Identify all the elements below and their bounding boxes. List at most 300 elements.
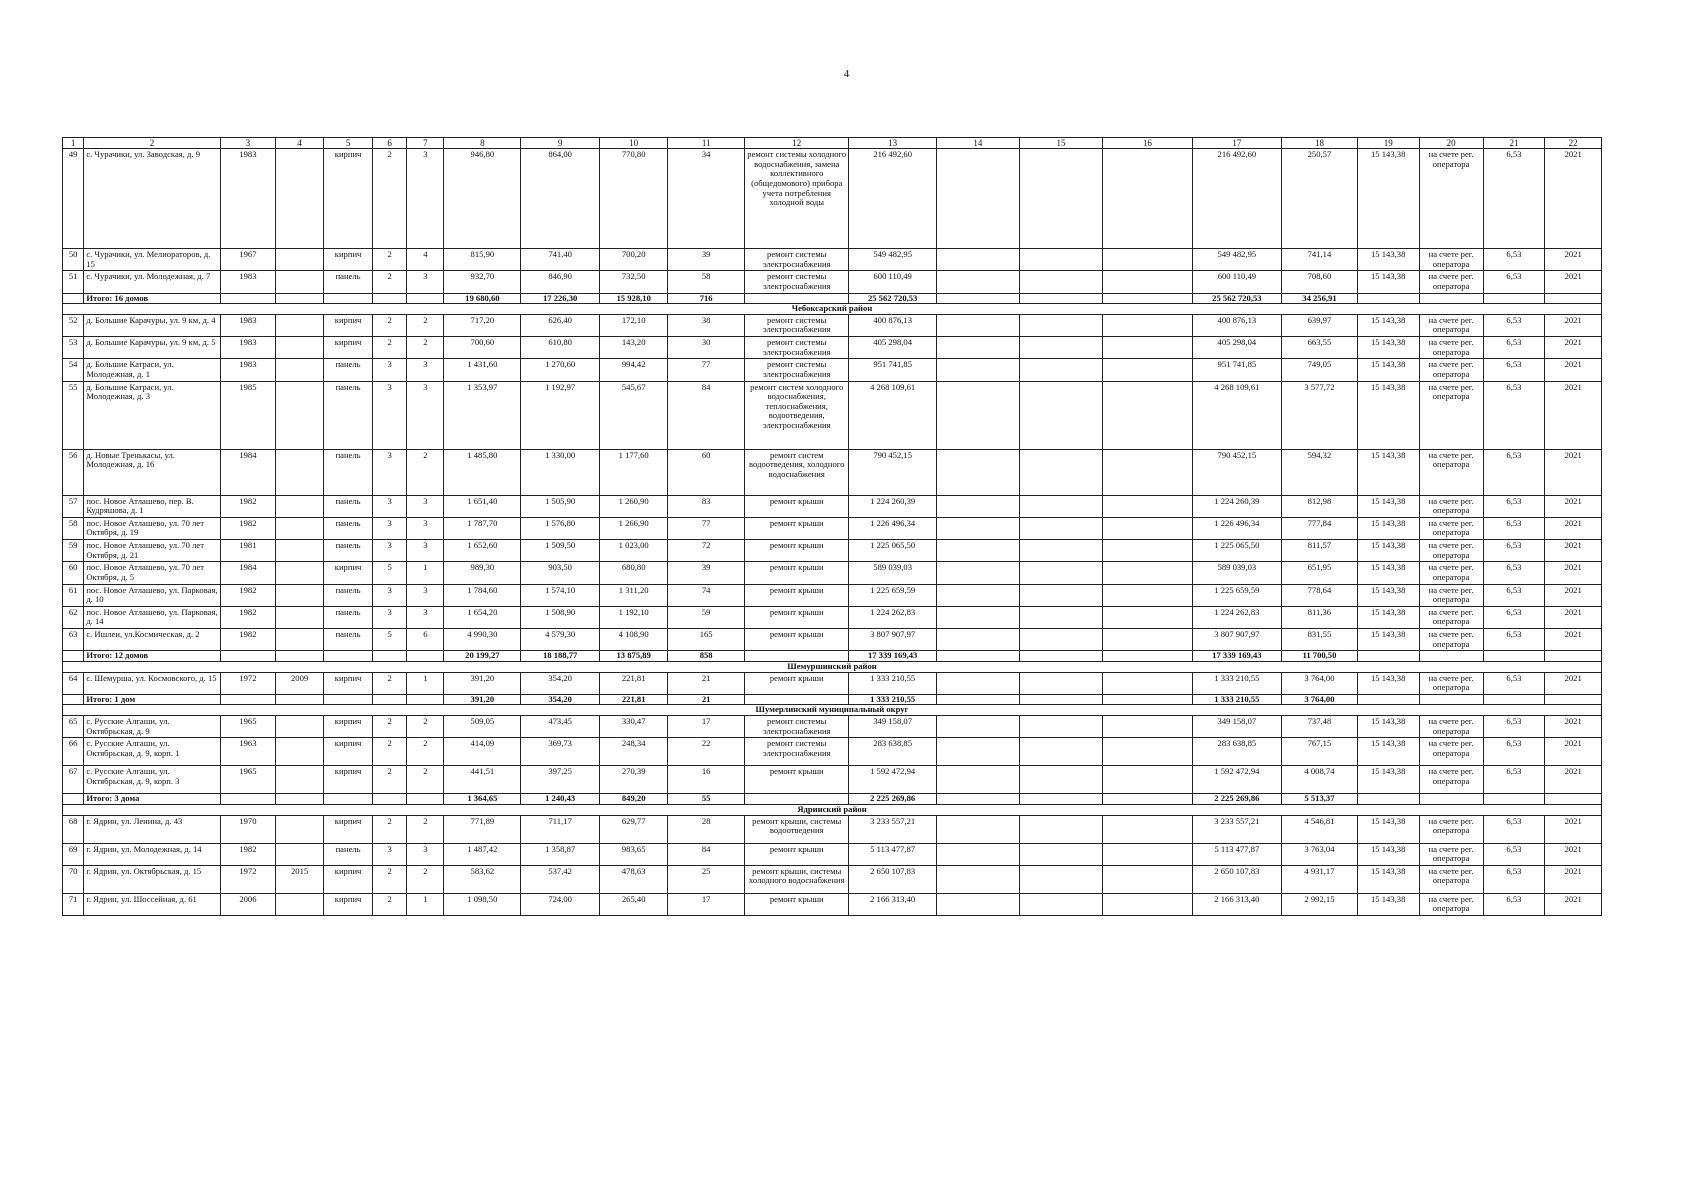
year-built: 1983	[220, 149, 275, 249]
regional-funds	[1019, 584, 1102, 606]
repair-work-type: ремонт крыши, системы водоотведения	[745, 815, 849, 843]
residential-area: 732,50	[600, 271, 668, 293]
minimum-contribution: 6,53	[1483, 449, 1545, 495]
unit-cost: 767,15	[1282, 738, 1358, 766]
owners-funds: 1 592 472,94	[1192, 766, 1282, 794]
unit-cost: 663,55	[1282, 337, 1358, 359]
repair-work-type: ремонт системы электроснабжения	[745, 249, 849, 271]
unit-cost: 812,98	[1282, 495, 1358, 517]
regional-funds	[1019, 359, 1102, 381]
wall-material: кирпич	[324, 865, 373, 893]
row-number: 59	[63, 540, 84, 562]
column-number-14: 14	[936, 138, 1019, 149]
owners-funds: 1 225 065,50	[1192, 540, 1282, 562]
regional-funds	[1019, 716, 1102, 738]
house-row	[63, 314, 1602, 336]
residential-area: 700,20	[600, 249, 668, 271]
house-row	[63, 766, 1602, 794]
row-number: 65	[63, 716, 84, 738]
house-row	[63, 843, 1602, 865]
federal-funds	[936, 271, 1019, 293]
premises-area: 1 505,90	[521, 495, 600, 517]
minimum-contribution: 6,53	[1483, 517, 1545, 539]
fund-formation-method: на счете рег. оператора	[1419, 584, 1483, 606]
column-number-19: 19	[1357, 138, 1419, 149]
house-address: с. Русские Алгаши, ул. Октябрьская, д. 9, корп. 1	[84, 738, 220, 766]
year-built: 1982	[220, 629, 275, 651]
federal-funds	[936, 865, 1019, 893]
unit-cost-limit: 15 143,38	[1357, 562, 1419, 584]
wall-material: панель	[324, 271, 373, 293]
column-number-8: 8	[444, 138, 521, 149]
residential-area: 994,42	[600, 359, 668, 381]
subtotal-unit-cost: 3 764,00	[1282, 694, 1358, 705]
unit-cost-limit: 15 143,38	[1357, 716, 1419, 738]
fund-formation-method: на счете рег. оператора	[1419, 359, 1483, 381]
total-area: 700,60	[444, 337, 521, 359]
fund-formation-method: на счете рег. оператора	[1419, 314, 1483, 336]
minimum-contribution: 6,53	[1483, 893, 1545, 915]
premises-area: 846,90	[521, 271, 600, 293]
wall-material: панель	[324, 359, 373, 381]
subtotal-empty-cell	[1545, 694, 1602, 705]
house-row	[63, 629, 1602, 651]
owners-funds: 589 039,03	[1192, 562, 1282, 584]
year-last-repair	[276, 517, 324, 539]
subtotal-premises-area: 18 188,77	[521, 651, 600, 662]
fund-formation-method: на счете рег. оператора	[1419, 449, 1483, 495]
unit-cost: 594,32	[1282, 449, 1358, 495]
wall-material: кирпич	[324, 249, 373, 271]
column-number-7: 7	[407, 138, 444, 149]
unit-cost: 749,05	[1282, 359, 1358, 381]
repair-cost-total: 349 158,07	[849, 716, 936, 738]
house-address: с. Ишлеи, ул.Космическая, д. 2	[84, 629, 220, 651]
subtotal-residents: 55	[668, 794, 745, 805]
repair-cost-total: 2 650 107,83	[849, 865, 936, 893]
repair-cost-total: 951 741,85	[849, 359, 936, 381]
local-funds	[1103, 865, 1193, 893]
house-address: пос. Новое Атлашево, ул. 70 лет Октября, д. 19	[84, 517, 220, 539]
year-last-repair	[276, 540, 324, 562]
unit-cost: 4 931,17	[1282, 865, 1358, 893]
fund-formation-method: на счете рег. оператора	[1419, 716, 1483, 738]
year-built: 1972	[220, 865, 275, 893]
year-last-repair	[276, 149, 324, 249]
year-built: 1981	[220, 540, 275, 562]
wall-material: кирпич	[324, 738, 373, 766]
subtotal-owners-funds: 25 562 720,53	[1192, 293, 1282, 304]
floors-count: 2	[373, 672, 407, 694]
regional-funds	[1019, 815, 1102, 843]
house-row	[63, 540, 1602, 562]
subtotal-empty-cell	[276, 293, 324, 304]
wall-material: панель	[324, 843, 373, 865]
fund-formation-method: на счете рег. оператора	[1419, 606, 1483, 628]
row-number: 53	[63, 337, 84, 359]
house-row	[63, 584, 1602, 606]
subtotal-cost-total: 25 562 720,53	[849, 293, 936, 304]
house-row	[63, 716, 1602, 738]
year-built: 2006	[220, 893, 275, 915]
repair-cost-total: 216 492,60	[849, 149, 936, 249]
wall-material: кирпич	[324, 766, 373, 794]
planned-year: 2021	[1545, 449, 1602, 495]
year-last-repair	[276, 271, 324, 293]
entrances-count: 3	[407, 606, 444, 628]
year-built: 1965	[220, 766, 275, 794]
unit-cost-limit: 15 143,38	[1357, 606, 1419, 628]
house-address: д. Большие Катраси, ул. Молодежная, д. 3	[84, 381, 220, 449]
subtotal-number-cell	[63, 694, 84, 705]
residents-count: 60	[668, 449, 745, 495]
subtotal-empty-cell	[373, 293, 407, 304]
planned-year: 2021	[1545, 766, 1602, 794]
column-number-12: 12	[745, 138, 849, 149]
repair-work-type: ремонт крыши	[745, 766, 849, 794]
year-built: 1983	[220, 314, 275, 336]
unit-cost: 3 764,00	[1282, 672, 1358, 694]
planned-year: 2021	[1545, 149, 1602, 249]
total-area: 815,90	[444, 249, 521, 271]
house-address: с. Чурачики, ул. Мелиораторов, д. 15	[84, 249, 220, 271]
residents-count: 17	[668, 716, 745, 738]
subtotal-empty-cell	[936, 651, 1019, 662]
subtotal-row	[63, 651, 1602, 662]
minimum-contribution: 6,53	[1483, 495, 1545, 517]
regional-funds	[1019, 337, 1102, 359]
residential-area: 248,34	[600, 738, 668, 766]
federal-funds	[936, 629, 1019, 651]
regional-funds	[1019, 893, 1102, 915]
premises-area: 397,25	[521, 766, 600, 794]
floors-count: 2	[373, 716, 407, 738]
house-address: пос. Новое Атлашево, ул. Парковая, д. 14	[84, 606, 220, 628]
planned-year: 2021	[1545, 517, 1602, 539]
subtotal-empty-cell	[220, 651, 275, 662]
repair-cost-total: 1 225 065,50	[849, 540, 936, 562]
fund-formation-method: на счете рег. оператора	[1419, 271, 1483, 293]
wall-material: кирпич	[324, 716, 373, 738]
regional-funds	[1019, 381, 1102, 449]
subtotal-total-area: 20 199,27	[444, 651, 521, 662]
fund-formation-method: на счете рег. оператора	[1419, 149, 1483, 249]
minimum-contribution: 6,53	[1483, 540, 1545, 562]
district-name: Чебоксарский район	[63, 304, 1602, 315]
federal-funds	[936, 893, 1019, 915]
year-built: 1984	[220, 449, 275, 495]
year-last-repair	[276, 314, 324, 336]
minimum-contribution: 6,53	[1483, 562, 1545, 584]
total-area: 1 431,60	[444, 359, 521, 381]
residents-count: 77	[668, 517, 745, 539]
minimum-contribution: 6,53	[1483, 865, 1545, 893]
local-funds	[1103, 540, 1193, 562]
row-number: 60	[63, 562, 84, 584]
subtotal-empty-cell	[220, 794, 275, 805]
minimum-contribution: 6,53	[1483, 738, 1545, 766]
subtotal-owners-funds: 17 339 169,43	[1192, 651, 1282, 662]
subtotal-unit-cost: 11 700,50	[1282, 651, 1358, 662]
repair-cost-total: 1 226 496,34	[849, 517, 936, 539]
residential-area: 172,10	[600, 314, 668, 336]
fund-formation-method: на счете рег. оператора	[1419, 337, 1483, 359]
premises-area: 711,17	[521, 815, 600, 843]
repair-cost-total: 790 452,15	[849, 449, 936, 495]
federal-funds	[936, 766, 1019, 794]
regional-funds	[1019, 517, 1102, 539]
floors-count: 3	[373, 495, 407, 517]
premises-area: 4 579,30	[521, 629, 600, 651]
regional-funds	[1019, 672, 1102, 694]
fund-formation-method: на счете рег. оператора	[1419, 738, 1483, 766]
owners-funds: 400 876,13	[1192, 314, 1282, 336]
wall-material: кирпич	[324, 672, 373, 694]
subtotal-empty-cell	[276, 794, 324, 805]
minimum-contribution: 6,53	[1483, 381, 1545, 449]
entrances-count: 3	[407, 359, 444, 381]
column-number-21: 21	[1483, 138, 1545, 149]
floors-count: 2	[373, 337, 407, 359]
year-last-repair	[276, 738, 324, 766]
total-area: 583,62	[444, 865, 521, 893]
repair-work-type: ремонт крыши	[745, 843, 849, 865]
local-funds	[1103, 629, 1193, 651]
house-address: г. Ядрин, ул. Октябрьская, д. 15	[84, 865, 220, 893]
regional-funds	[1019, 540, 1102, 562]
premises-area: 903,50	[521, 562, 600, 584]
residential-area: 270,39	[600, 766, 668, 794]
subtotal-empty-cell	[220, 694, 275, 705]
fund-formation-method: на счете рег. оператора	[1419, 381, 1483, 449]
unit-cost: 4 008,74	[1282, 766, 1358, 794]
subtotal-empty-cell	[1483, 794, 1545, 805]
year-last-repair	[276, 449, 324, 495]
repair-cost-total: 1 224 262,83	[849, 606, 936, 628]
row-number: 55	[63, 381, 84, 449]
unit-cost: 831,55	[1282, 629, 1358, 651]
owners-funds: 283 638,85	[1192, 738, 1282, 766]
minimum-contribution: 6,53	[1483, 815, 1545, 843]
year-built: 1982	[220, 517, 275, 539]
total-area: 946,80	[444, 149, 521, 249]
premises-area: 537,42	[521, 865, 600, 893]
subtotal-unit-cost: 5 513,37	[1282, 794, 1358, 805]
residential-area: 983,65	[600, 843, 668, 865]
owners-funds: 2 650 107,83	[1192, 865, 1282, 893]
local-funds	[1103, 337, 1193, 359]
subtotal-empty-cell	[407, 293, 444, 304]
minimum-contribution: 6,53	[1483, 766, 1545, 794]
entrances-count: 1	[407, 562, 444, 584]
repair-work-type: ремонт систем холодного водоснабжения, теплоснабжения, водоотведения, электроснабжения	[745, 381, 849, 449]
subtotal-empty-cell	[936, 794, 1019, 805]
column-number-18: 18	[1282, 138, 1358, 149]
subtotal-empty-cell	[1483, 694, 1545, 705]
subtotal-empty-cell	[373, 694, 407, 705]
total-area: 1 485,80	[444, 449, 521, 495]
residents-count: 83	[668, 495, 745, 517]
wall-material: кирпич	[324, 815, 373, 843]
premises-area: 1 330,00	[521, 449, 600, 495]
minimum-contribution: 6,53	[1483, 584, 1545, 606]
year-built: 1983	[220, 337, 275, 359]
local-funds	[1103, 815, 1193, 843]
residential-area: 1 260,90	[600, 495, 668, 517]
residents-count: 34	[668, 149, 745, 249]
federal-funds	[936, 517, 1019, 539]
local-funds	[1103, 843, 1193, 865]
year-last-repair	[276, 766, 324, 794]
subtotal-label: Итого: 1 дом	[84, 694, 220, 705]
subtotal-empty-cell	[936, 694, 1019, 705]
entrances-count: 3	[407, 843, 444, 865]
repair-work-type: ремонт системы электроснабжения	[745, 271, 849, 293]
repair-work-type: ремонт крыши	[745, 562, 849, 584]
wall-material: кирпич	[324, 149, 373, 249]
subtotal-owners-funds: 1 333 210,55	[1192, 694, 1282, 705]
district-name: Ядринский район	[63, 804, 1602, 815]
subtotal-empty-cell	[324, 694, 373, 705]
planned-year: 2021	[1545, 843, 1602, 865]
local-funds	[1103, 893, 1193, 915]
federal-funds	[936, 606, 1019, 628]
house-row	[63, 359, 1602, 381]
planned-year: 2021	[1545, 562, 1602, 584]
entrances-count: 2	[407, 716, 444, 738]
premises-area: 1 574,10	[521, 584, 600, 606]
fund-formation-method: на счете рег. оператора	[1419, 540, 1483, 562]
column-number-header-row	[63, 138, 1602, 149]
floors-count: 3	[373, 449, 407, 495]
federal-funds	[936, 149, 1019, 249]
residents-count: 58	[668, 271, 745, 293]
repair-work-type: ремонт крыши	[745, 540, 849, 562]
regional-funds	[1019, 766, 1102, 794]
house-row	[63, 381, 1602, 449]
regional-funds	[1019, 865, 1102, 893]
unit-cost-limit: 15 143,38	[1357, 629, 1419, 651]
unit-cost-limit: 15 143,38	[1357, 893, 1419, 915]
wall-material: панель	[324, 584, 373, 606]
subtotal-empty-cell	[1357, 794, 1419, 805]
total-area: 771,89	[444, 815, 521, 843]
column-number-15: 15	[1019, 138, 1102, 149]
repair-work-type: ремонт крыши	[745, 495, 849, 517]
column-number-3: 3	[220, 138, 275, 149]
fund-formation-method: на счете рег. оператора	[1419, 893, 1483, 915]
subtotal-empty-cell	[745, 794, 849, 805]
year-built: 1983	[220, 359, 275, 381]
total-area: 989,30	[444, 562, 521, 584]
column-number-20: 20	[1419, 138, 1483, 149]
column-number-9: 9	[521, 138, 600, 149]
entrances-count: 4	[407, 249, 444, 271]
house-address: г. Ядрин, ул. Молодежная, д. 14	[84, 843, 220, 865]
house-row	[63, 337, 1602, 359]
residents-count: 22	[668, 738, 745, 766]
subtotal-label: Итого: 3 дома	[84, 794, 220, 805]
subtotal-residents: 21	[668, 694, 745, 705]
repair-work-type: ремонт системы электроснабжения	[745, 337, 849, 359]
fund-formation-method: на счете рег. оператора	[1419, 495, 1483, 517]
year-built: 1982	[220, 606, 275, 628]
subtotal-empty-cell	[936, 293, 1019, 304]
residents-count: 84	[668, 381, 745, 449]
floors-count: 2	[373, 271, 407, 293]
house-address: г. Ядрин, ул. Ленина, д. 43	[84, 815, 220, 843]
local-funds	[1103, 495, 1193, 517]
unit-cost: 2 992,15	[1282, 893, 1358, 915]
repair-cost-total: 3 233 557,21	[849, 815, 936, 843]
wall-material: панель	[324, 517, 373, 539]
unit-cost-limit: 15 143,38	[1357, 449, 1419, 495]
floors-count: 2	[373, 766, 407, 794]
subtotal-row	[63, 694, 1602, 705]
wall-material: панель	[324, 540, 373, 562]
subtotal-premises-area: 17 226,30	[521, 293, 600, 304]
subtotal-empty-cell	[1419, 651, 1483, 662]
regional-funds	[1019, 249, 1102, 271]
federal-funds	[936, 562, 1019, 584]
regional-funds	[1019, 495, 1102, 517]
entrances-count: 2	[407, 449, 444, 495]
total-area: 717,20	[444, 314, 521, 336]
column-number-11: 11	[668, 138, 745, 149]
floors-count: 2	[373, 865, 407, 893]
wall-material: кирпич	[324, 562, 373, 584]
premises-area: 626,40	[521, 314, 600, 336]
house-address: д. Большие Катраси, ул. Молодежная, д. 1	[84, 359, 220, 381]
entrances-count: 2	[407, 865, 444, 893]
residents-count: 30	[668, 337, 745, 359]
unit-cost: 811,57	[1282, 540, 1358, 562]
fund-formation-method: на счете рег. оператора	[1419, 249, 1483, 271]
repair-work-type: ремонт крыши	[745, 517, 849, 539]
subtotal-number-cell	[63, 794, 84, 805]
subtotal-empty-cell	[1019, 651, 1102, 662]
house-row	[63, 893, 1602, 915]
total-area: 509,05	[444, 716, 521, 738]
unit-cost-limit: 15 143,38	[1357, 314, 1419, 336]
year-built: 1963	[220, 738, 275, 766]
local-funds	[1103, 606, 1193, 628]
local-funds	[1103, 271, 1193, 293]
federal-funds	[936, 815, 1019, 843]
repair-work-type: ремонт крыши	[745, 672, 849, 694]
row-number: 61	[63, 584, 84, 606]
unit-cost: 708,60	[1282, 271, 1358, 293]
district-name: Шумерлинский муниципальный округ	[63, 705, 1602, 716]
entrances-count: 2	[407, 314, 444, 336]
unit-cost-limit: 15 143,38	[1357, 359, 1419, 381]
owners-funds: 2 166 313,40	[1192, 893, 1282, 915]
residential-area: 545,67	[600, 381, 668, 449]
year-last-repair: 2009	[276, 672, 324, 694]
minimum-contribution: 6,53	[1483, 149, 1545, 249]
row-number: 56	[63, 449, 84, 495]
unit-cost-limit: 15 143,38	[1357, 271, 1419, 293]
unit-cost-limit: 15 143,38	[1357, 843, 1419, 865]
unit-cost-limit: 15 143,38	[1357, 738, 1419, 766]
subtotal-empty-cell	[220, 293, 275, 304]
total-area: 1 487,42	[444, 843, 521, 865]
planned-year: 2021	[1545, 606, 1602, 628]
fund-formation-method: на счете рег. оператора	[1419, 517, 1483, 539]
floors-count: 3	[373, 381, 407, 449]
residential-area: 478,63	[600, 865, 668, 893]
year-last-repair	[276, 843, 324, 865]
